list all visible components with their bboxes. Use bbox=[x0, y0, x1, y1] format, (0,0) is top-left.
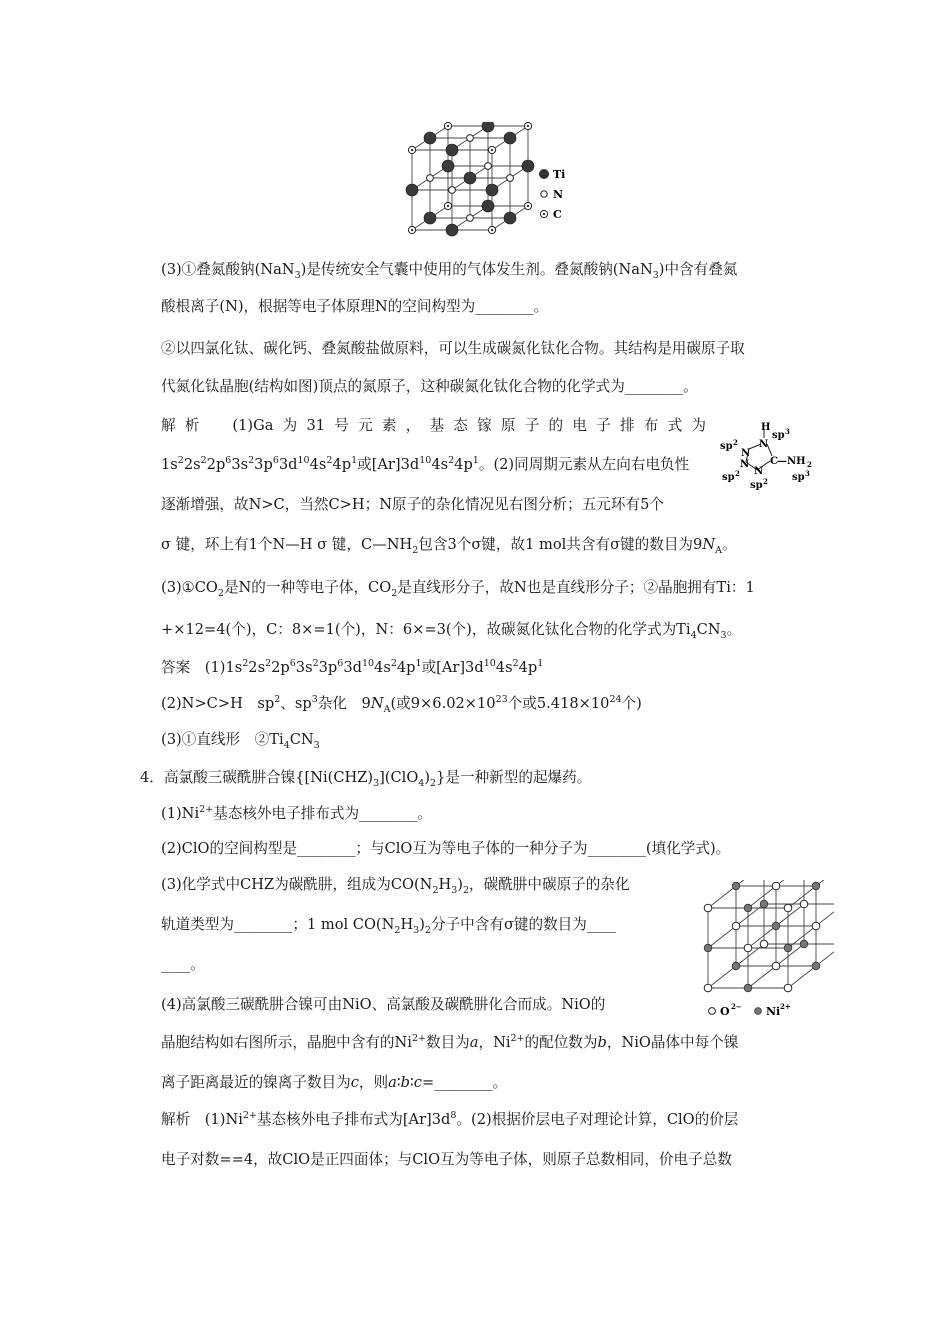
c-atom-dot bbox=[447, 205, 449, 207]
question-4-title: 4．高氯酸三碳酰肼合镍$\{[Ni(CHZ)_3](ClO_4)_2\}$是一种新型的起爆药。 bbox=[140, 769, 592, 789]
ti-atom bbox=[486, 184, 498, 196]
analysis-line-2: 电子对数==4，故ClO是正四面体；与ClO互为等电子体，则原子总数相同，价电子总数 bbox=[161, 1151, 732, 1168]
ni-ion bbox=[772, 922, 780, 930]
label-sp3-right: sp bbox=[792, 472, 805, 483]
ni-ion-icon bbox=[755, 1008, 762, 1015]
analysis-line-1: 解析 $(1)Ni^{2+}$基态核外电子排布式为$[Ar]3d^8$。(2)根据价层电子对理论计算，ClO的价层 bbox=[161, 1110, 739, 1128]
label-n4: N bbox=[754, 466, 764, 477]
tin-crystal-figure bbox=[398, 122, 578, 242]
c-atom-dot bbox=[411, 149, 413, 151]
o-ion bbox=[800, 900, 808, 908]
question-4-part-3-blank: ____。 bbox=[161, 956, 205, 973]
label-n2: N bbox=[741, 448, 751, 459]
o-ion bbox=[772, 882, 780, 890]
ti-atom bbox=[482, 122, 494, 132]
ti-atom bbox=[482, 200, 494, 212]
text-line-6: $1s^22s^22p^63s^23p^63d^{10}4s^24p^1$或$[Ar]3d^{10}4s^24p^1$。(2)同周期元素从左向右电负性 bbox=[161, 455, 690, 473]
ni-ion bbox=[732, 882, 740, 890]
ti-atom bbox=[504, 132, 516, 144]
label-sp3-top: sp bbox=[772, 430, 785, 441]
n-atom bbox=[485, 163, 492, 170]
o-ion bbox=[704, 904, 712, 912]
n-atom bbox=[507, 175, 514, 182]
o-ion bbox=[812, 922, 820, 930]
label-nh2-sub: 2 bbox=[807, 460, 812, 469]
o-ion bbox=[784, 984, 792, 992]
ti-atom bbox=[504, 212, 516, 224]
legend-o: O bbox=[720, 1005, 730, 1018]
ni-ion bbox=[760, 900, 768, 908]
text-line-5: 解析 (1)Ga为31号元素，基态镓原子的电子排布式为 bbox=[161, 417, 706, 434]
text-line-8: σ 键，环上有1个N—H σ 键，$C—NH_2$包含3个σ键，故1 mol共含有σ键的数目为$9N_A$。 bbox=[161, 536, 737, 556]
ni-ion bbox=[812, 962, 820, 970]
label-sp2-left: sp bbox=[720, 441, 733, 452]
ni-ion bbox=[800, 940, 808, 948]
ti-atom bbox=[464, 172, 476, 184]
answer-line-2: (2)N>C>H $sp^2$、$sp^3$杂化 $9N_A$(或$9\times 6.02\times 10^{23}$个或$5.418\times 10^{24}$个) bbox=[161, 694, 642, 715]
c-atom-dot bbox=[527, 125, 529, 127]
legend-c: C bbox=[553, 208, 562, 221]
o-ion bbox=[760, 940, 768, 948]
question-4-part-4-ratio: 离子距离最近的镍离子数目为c，则a∶b∶c=________。 bbox=[161, 1074, 508, 1091]
c-atom-dot bbox=[491, 229, 493, 231]
question-4-part-3-cont: 轨道类型为________；1 mol $CO(N_2H_3)_2$分子中含有σ键的数目为____ bbox=[161, 916, 617, 936]
ti-atom bbox=[424, 132, 436, 144]
label-n3: N bbox=[740, 459, 750, 470]
tin-legend bbox=[539, 168, 565, 221]
o-ion bbox=[744, 944, 752, 952]
label-n1: N bbox=[759, 439, 769, 450]
ti-sphere-icon bbox=[539, 169, 549, 179]
ti-atom bbox=[424, 212, 436, 224]
question-4-part-3: (3)化学式中CHZ为碳酰肼，组成为$CO(N_2H_3)_2$，碳酰肼中碳原子的杂化 bbox=[161, 876, 630, 896]
text-line-9: $(3)①CO_2$是N的一种等电子体，$CO_2$是直线形分子，故N也是直线形分子；②晶胞拥有Ti：1 bbox=[161, 579, 755, 599]
label-sp2-bottom-sup: 2 bbox=[763, 477, 768, 486]
c-atom-dot bbox=[447, 125, 449, 127]
question-4-part-1: $(1)Ni^{2+}$基态核外电子排布式为________。 bbox=[161, 804, 433, 822]
label-h: H bbox=[761, 422, 771, 433]
ti-atom bbox=[442, 160, 454, 172]
legend-n: N bbox=[553, 188, 564, 201]
label-c: C bbox=[770, 456, 778, 467]
text-line-1: (3)①叠氮酸钠(NaN$_3$)是传统安全气囊中使用的气体发生剂。叠氮酸钠(NaN$_3$)中含有叠氮 bbox=[161, 261, 738, 281]
o-ion bbox=[732, 922, 740, 930]
legend-ni: Ni bbox=[766, 1005, 781, 1018]
label-sp2-bottom-left: sp bbox=[722, 472, 735, 483]
n-circle-icon bbox=[541, 191, 547, 197]
question-4-part-4: (4)高氯酸三碳酰肼合镍可由NiO、高氯酸及碳酰肼化合而成。NiO的 bbox=[161, 996, 606, 1013]
ti-atom bbox=[446, 144, 458, 156]
label-nh2: —NH bbox=[777, 456, 806, 467]
ni-ion bbox=[704, 944, 712, 952]
question-4-part-2: (2)ClO的空间构型是________；与ClO互为等电子体的一种分子为________(填化学式)。 bbox=[161, 840, 731, 857]
legend-ti: Ti bbox=[553, 168, 566, 181]
text-line-3: ②以四氯化钛、碳化钙、叠氮酸盐做原料，可以生成碳氮化钛化合物。其结构是用碳原子取 bbox=[161, 340, 745, 357]
ti-atom bbox=[522, 160, 534, 172]
legend-ni-charge: 2+ bbox=[780, 1002, 791, 1011]
c-atom-dot bbox=[491, 149, 493, 151]
n-atom bbox=[449, 187, 456, 194]
c-atom-dot bbox=[411, 229, 413, 231]
o-ion bbox=[704, 984, 712, 992]
ni-ion bbox=[784, 944, 792, 952]
text-line-4: 代氮化钛晶胞(结构如图)顶点的氮原子，这种碳氮化钛化合物的化学式为________。 bbox=[161, 378, 698, 395]
o-ion bbox=[772, 962, 780, 970]
label-sp3-right-sup: 3 bbox=[805, 469, 810, 478]
c-atom-dot bbox=[527, 205, 529, 207]
triazole-structure-figure bbox=[714, 418, 824, 498]
label-sp2-left-sup: 2 bbox=[733, 438, 738, 447]
text-line-7: 逐渐增强，故N>C，当然C>H；N原子的杂化情况见右图分析；五元环有5个 bbox=[161, 496, 664, 513]
question-4-part-4-cont: 晶胞结构如右图所示，晶胞中含有的$Ni^{2+}$数目为a，$Ni^{2+}$的配位数为b，NiO晶体中每个镍 bbox=[161, 1033, 739, 1051]
label-sp2-bottom: sp bbox=[750, 480, 763, 491]
ni-ion bbox=[744, 904, 752, 912]
ni-ion bbox=[744, 984, 752, 992]
n-atom bbox=[467, 215, 474, 222]
ni-ion bbox=[812, 882, 820, 890]
nio-crystal-figure bbox=[694, 880, 834, 1018]
o-ion-icon bbox=[709, 1008, 716, 1015]
nio-legend bbox=[709, 1002, 791, 1018]
text-line-2: 酸根离子(N)，根据等电子体原理N的空间构型为________。 bbox=[161, 298, 549, 315]
ni-ion bbox=[732, 962, 740, 970]
legend-o-charge: 2− bbox=[731, 1002, 742, 1011]
o-ion bbox=[784, 904, 792, 912]
label-sp3-top-sup: 3 bbox=[785, 427, 790, 436]
answer-line-1: 答案 $(1)1s^22s^22p^63s^23p^63d^{10}4s^24p^1$或$[Ar]3d^{10}4s^24p^1$ bbox=[161, 658, 544, 676]
n-atom bbox=[427, 175, 434, 182]
ti-atom bbox=[446, 224, 458, 236]
label-sp2-bottom-left-sup: 2 bbox=[735, 469, 740, 478]
ti-atom bbox=[406, 184, 418, 196]
text-line-10: +×12=4(个)，C：8×=1(个)，N：6×=3(个)，故碳氮化钛化合物的化学式为$Ti_4CN_3$。 bbox=[161, 621, 742, 641]
n-atom bbox=[467, 135, 474, 142]
answer-line-3: (3)①直线形 $②Ti_4CN_3$ bbox=[161, 731, 320, 751]
